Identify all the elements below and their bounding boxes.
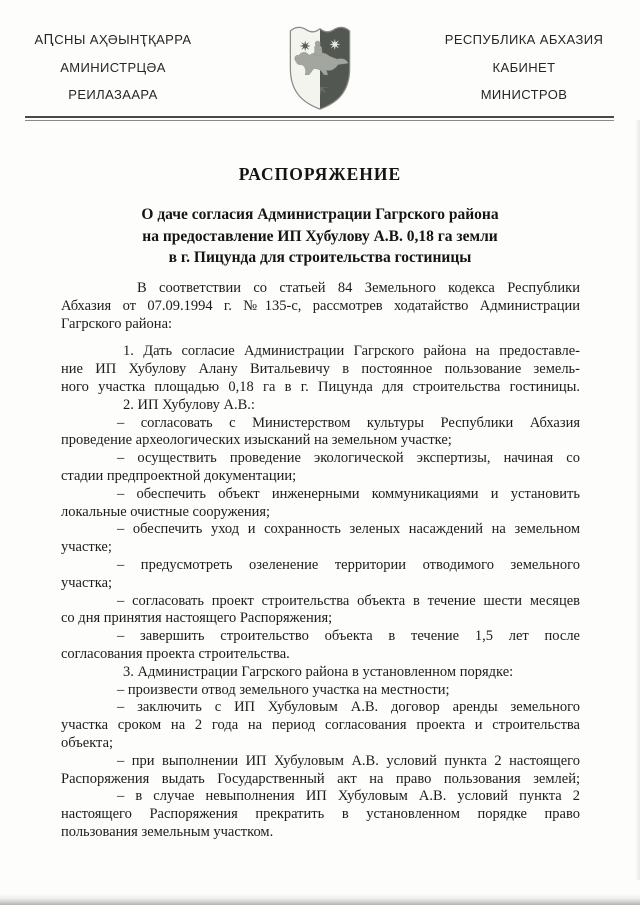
header-divider <box>25 116 614 121</box>
document-line: В соответствии со статьей 84 Земельного кодекса Республики <box>137 280 580 296</box>
document-line: участка сроком на 2 года на период согласования проекта и строительства <box>61 717 580 734</box>
org-line: КАБИНЕТ <box>492 59 556 75</box>
org-name-abkhaz <box>34 26 192 109</box>
org-line: МИНИСТРОВ <box>480 87 568 102</box>
abkhazia-coat-of-arms-icon <box>281 20 359 114</box>
scan-bottom-shadow <box>0 893 640 905</box>
org-line: АМИНИСТРЦӘА <box>60 59 166 75</box>
subject-line: О даче согласия Администрации Гагрского района <box>141 206 499 223</box>
document-line: Распоряжения выдать Государственный акт на право пользования землей; <box>61 770 580 787</box>
document-line: участка; <box>61 574 113 591</box>
org-line: РЕИЛАЗААРА <box>68 87 158 102</box>
document-line: настоящего Распоряжения прекратить в установленном порядке право <box>61 806 580 823</box>
document-line: – согласовать проект строительства объекта в течение шести месяцев <box>117 592 580 609</box>
document-line: – предусмотреть озеленение территории отводимого земельного <box>117 556 580 573</box>
document-line: – в случае невыполнения ИП Хубуловым А.В. условий пункта 2 <box>117 788 580 805</box>
scan-edge-shadow <box>635 120 640 880</box>
document-line: ного участка площадью 0,18 га в г. Пицунда для строительства гостиницы. <box>61 378 580 395</box>
document-line: со дня принятия настоящего Распоряжения; <box>61 610 333 627</box>
document-line: – осуществить проведение экологической экспертизы, начиная со <box>117 450 580 467</box>
document-line: 3. Администрации Гагрского района в установленном порядке: <box>123 663 514 680</box>
document-title: РАСПОРЯЖЕНИЕ <box>238 164 402 184</box>
org-line: АԤСНЫ АҲӘЫНҬҚАРРА <box>34 32 192 47</box>
org-name-russian <box>438 26 610 109</box>
document-line: Абхазия от 07.09.1994 г. №135-с, рассмотрев ходатайство Администрации <box>61 297 580 314</box>
subject-line: на предоставление ИП Хубулову А.В. 0,18 га земли <box>142 227 498 245</box>
document-body <box>61 280 580 842</box>
document-line: проведение археологических изысканий на земельном участке; <box>61 432 452 449</box>
document-line: согласования проекта строительства. <box>61 645 290 662</box>
subject-line: в г. Пицунда для строительства гостиницы <box>168 249 472 266</box>
document-line: пользования земельным участком. <box>61 823 274 840</box>
document-line: Гагрского района: <box>61 315 173 332</box>
org-line: РЕСПУБЛИКА АБХАЗИЯ <box>444 32 604 47</box>
document-line: – завершить строительство объекта в течение 1,5 лет после <box>117 628 580 645</box>
document-line: – обеспечить объект инженерными коммуникациями и установить <box>117 485 580 502</box>
document-line: – обеспечить уход и сохранность зеленых насаждений на земельном <box>117 521 580 538</box>
document-line: 2. ИП Хубулову А.В.: <box>123 396 255 413</box>
document-line: ние ИП Хубулову Алану Витальевичу в постоянное пользование земель- <box>61 361 580 378</box>
document-subject <box>70 204 570 269</box>
document-line: участке; <box>61 539 112 556</box>
document-line: – согласовать с Министерством культуры Республики Абхазия <box>117 414 580 431</box>
document-line: 1. Дать согласие Администрации Гагрского района на предоставле- <box>123 343 580 360</box>
document-line: – заключить с ИП Хубуловым А.В. договор аренды земельного <box>117 699 580 716</box>
letterhead <box>0 24 640 116</box>
document-line: объекта; <box>61 734 114 751</box>
document-line: – произвести отвод земельного участка на местности; <box>117 681 450 698</box>
document-line: локальные очистные сооружения; <box>61 503 271 520</box>
document-line: стадии предпроектной документации; <box>61 467 297 484</box>
document-line: – при выполнении ИП Хубуловым А.В. условий пункта 2 настоящего <box>117 752 580 769</box>
